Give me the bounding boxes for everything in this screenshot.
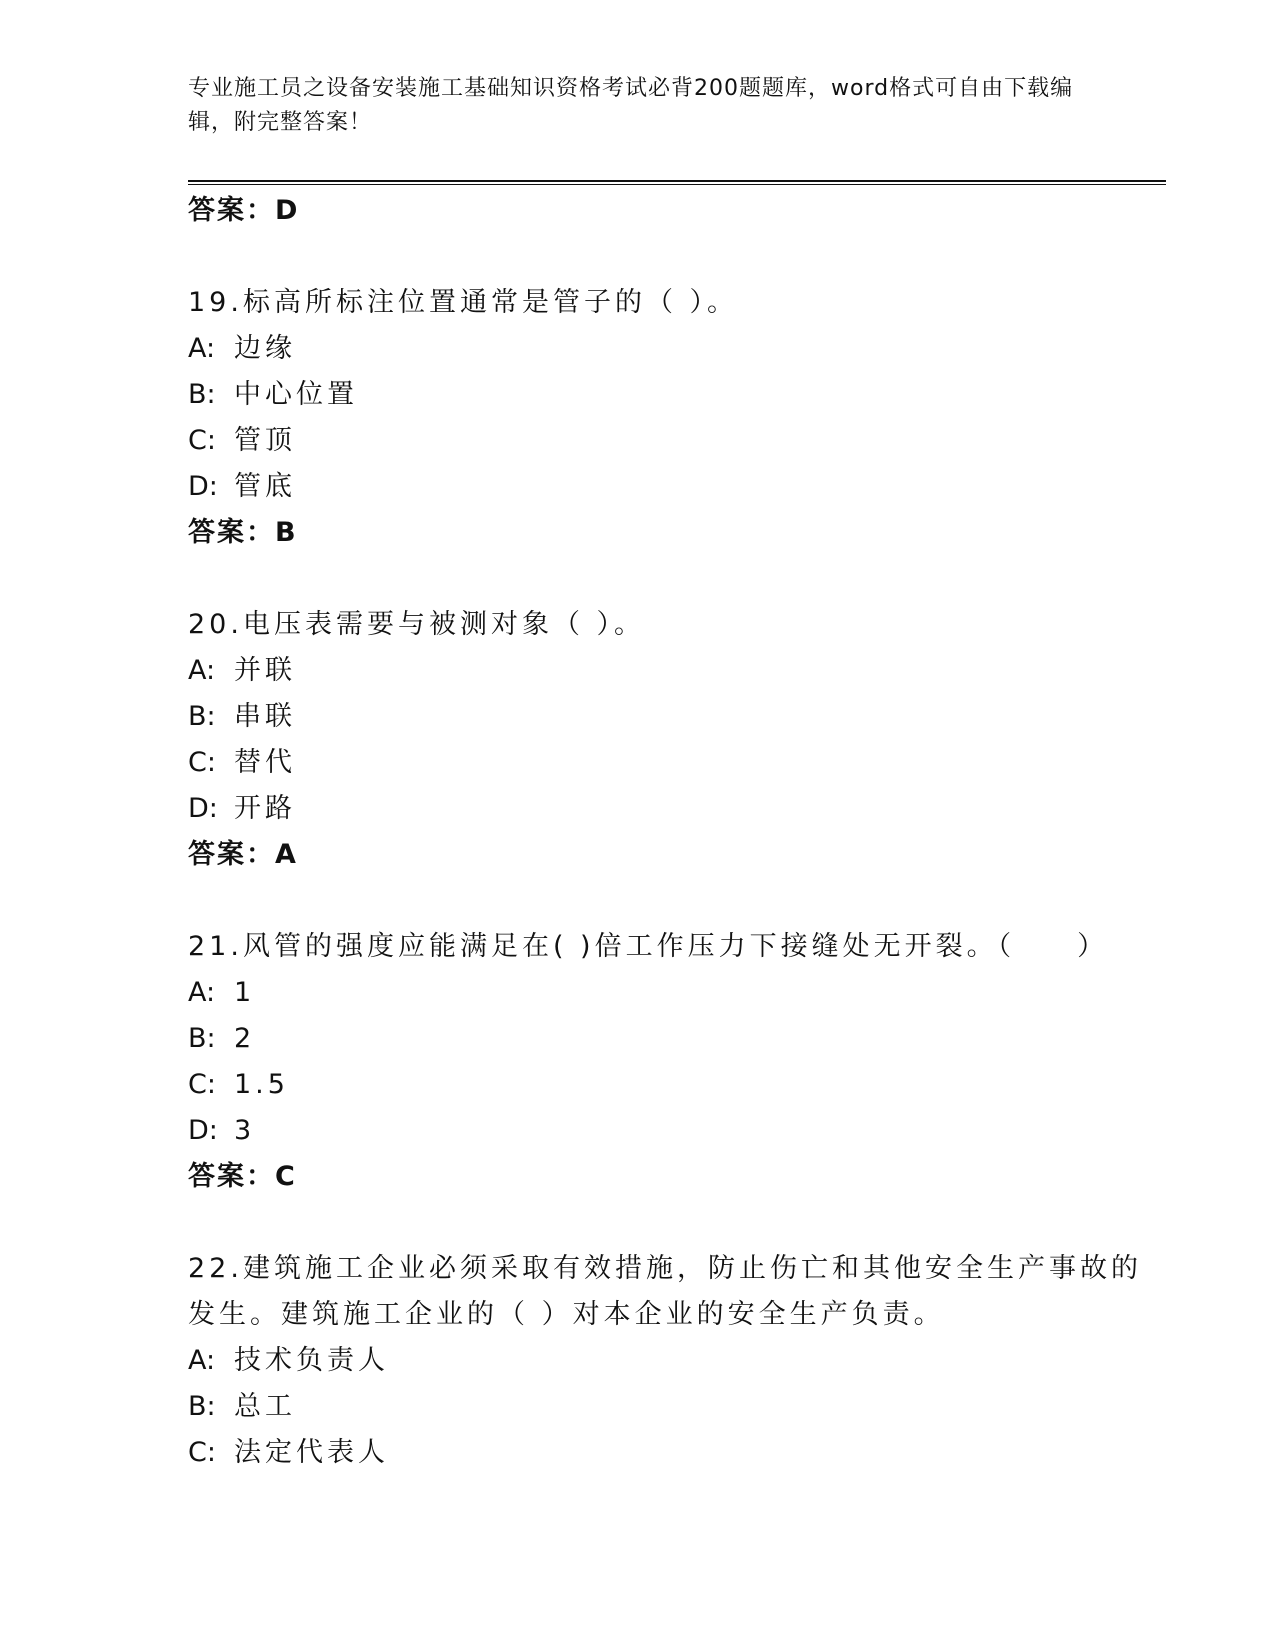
answer: 答案：C xyxy=(188,1161,297,1192)
question-list xyxy=(188,188,1166,1476)
option-text: 管底 xyxy=(234,471,296,502)
option-b xyxy=(188,1016,1166,1062)
option-text: 技术负责人 xyxy=(234,1345,389,1376)
option-letter: A: xyxy=(188,977,216,1008)
option-text: 串联 xyxy=(234,701,296,732)
option-c xyxy=(188,418,1166,464)
question-stem: 19.标高所标注位置通常是管子的（ ）。 xyxy=(188,287,739,318)
spacer xyxy=(188,878,1166,924)
option-text: 2 xyxy=(234,1023,256,1054)
option-d xyxy=(188,464,1166,510)
option-text: 并联 xyxy=(234,655,296,686)
option-text: 替代 xyxy=(234,747,296,778)
option-a xyxy=(188,326,1166,372)
question-21 xyxy=(188,924,1166,1200)
spacer xyxy=(188,234,1166,280)
option-text: 1 xyxy=(234,977,256,1008)
option-letter: A: xyxy=(188,333,216,364)
option-letter: D: xyxy=(188,1115,218,1146)
option-text: 中心位置 xyxy=(234,379,358,410)
option-d xyxy=(188,786,1166,832)
option-letter: B: xyxy=(188,701,216,732)
option-a xyxy=(188,1338,1166,1384)
question-19 xyxy=(188,280,1166,556)
option-c xyxy=(188,740,1166,786)
option-letter: C: xyxy=(188,747,216,778)
option-letter: D: xyxy=(188,471,218,502)
option-text: 管顶 xyxy=(234,425,296,456)
option-letter: D: xyxy=(188,793,218,824)
header-title: 专业施工员之设备安装施工基础知识资格考试必背200题题库，word格式可自由下载编辑，附完整答案！ xyxy=(188,76,1074,135)
option-text: 边缘 xyxy=(234,333,296,364)
option-letter: B: xyxy=(188,379,216,410)
question-20 xyxy=(188,602,1166,878)
question-stem-line-2: 发生。建筑施工企业的（ ）对本企业的安全生产负责。 xyxy=(188,1299,945,1330)
option-letter: B: xyxy=(188,1023,216,1054)
option-text: 总工 xyxy=(234,1391,296,1422)
question-22 xyxy=(188,1246,1166,1476)
document-header xyxy=(188,72,1088,140)
option-b xyxy=(188,372,1166,418)
option-letter: C: xyxy=(188,425,216,456)
question-stem: 21.风管的强度应能满足在( )倍工作压力下接缝处无开裂。（ ） xyxy=(188,931,1109,962)
option-letter: C: xyxy=(188,1437,216,1468)
spacer xyxy=(188,1200,1166,1246)
option-d xyxy=(188,1108,1166,1154)
question-stem-line-1: 22.建筑施工企业必须采取有效措施，防止伤亡和其他安全生产事故的 xyxy=(188,1253,1142,1284)
option-text: 开路 xyxy=(234,793,296,824)
option-a xyxy=(188,648,1166,694)
option-b xyxy=(188,694,1166,740)
option-c xyxy=(188,1430,1166,1476)
header-rule-thick xyxy=(188,180,1166,182)
option-letter: C: xyxy=(188,1069,216,1100)
option-letter: B: xyxy=(188,1391,216,1422)
option-text: 3 xyxy=(234,1115,256,1146)
question-stem: 20.电压表需要与被测对象（ ）。 xyxy=(188,609,646,640)
header-rule-thin xyxy=(188,184,1166,185)
answer: 答案：A xyxy=(188,839,298,870)
option-b xyxy=(188,1384,1166,1430)
option-text: 1.5 xyxy=(234,1069,289,1100)
option-text: 法定代表人 xyxy=(234,1437,389,1468)
option-letter: A: xyxy=(188,1345,216,1376)
spacer xyxy=(188,556,1166,602)
option-a xyxy=(188,970,1166,1016)
option-letter: A: xyxy=(188,655,216,686)
answer: 答案：B xyxy=(188,517,298,548)
option-c xyxy=(188,1062,1166,1108)
previous-answer: 答案：D xyxy=(188,195,300,226)
